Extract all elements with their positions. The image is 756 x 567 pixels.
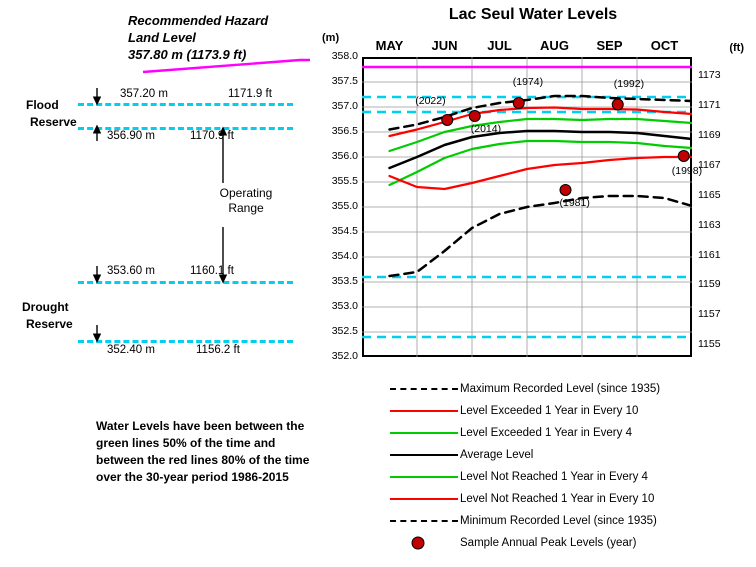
level-label-353-60-ft: 1160.1 ft	[190, 265, 234, 277]
flood-reserve-label: Flood	[26, 98, 59, 112]
legend-label: Level Exceeded 1 Year in Every 4	[460, 427, 632, 439]
peak-marker	[678, 151, 689, 162]
level-label-357-20-ft: 1171.9 ft	[228, 88, 272, 100]
y-tick-left-358-0: 358.0	[331, 50, 358, 62]
peak-label: (1992)	[613, 77, 645, 90]
level-label-356-90-ft: 1170.9 ft	[190, 130, 234, 142]
y-tick-left-352-0: 352.0	[331, 350, 358, 362]
y-tick-left-357-5: 357.5	[331, 75, 358, 87]
y-tick-right-1155: 1155	[698, 338, 721, 351]
legend-label: Sample Annual Peak Levels (year)	[460, 537, 637, 549]
line-swatch	[390, 410, 458, 412]
level-label-356-90-m: 356.90 m	[107, 130, 155, 142]
x-axis-tick-labels	[362, 38, 692, 53]
y-tick-right-1165: 1165	[698, 188, 721, 201]
line-swatch	[390, 454, 458, 456]
y-tick-right-1159: 1159	[698, 278, 721, 291]
y-tick-left-355-5: 355.5	[331, 175, 358, 187]
level-label-353-60-m: 353.60 m	[107, 265, 155, 277]
y-axis-unit-left: (m)	[322, 32, 340, 44]
legend-label: Maximum Recorded Level (since 1935)	[460, 383, 661, 395]
peak-label: (2022)	[415, 95, 446, 107]
legend-label: Level Exceeded 1 Year in Every 10	[460, 405, 639, 417]
peak-label: (2014)	[470, 123, 502, 135]
y-tick-right-1173: 1173	[698, 69, 721, 82]
y-tick-left-354-5: 354.5	[331, 225, 358, 237]
y-tick-left-354-0: 354.0	[331, 250, 358, 262]
peak-marker	[469, 111, 480, 122]
line-solid-black	[388, 444, 460, 466]
x-tick-aug: AUG	[540, 38, 569, 53]
plot-svg	[362, 57, 692, 357]
recommended-hazard-title: Recommended Hazard Land Level	[128, 13, 269, 45]
legend-item	[388, 510, 738, 532]
y-tick-right-1169: 1169	[698, 129, 721, 142]
line-dashed-black	[388, 378, 460, 400]
y-tick-right-1167: 1167	[698, 158, 721, 171]
y-tick-left-357-0: 357.0	[331, 100, 358, 112]
hazard-level-diagram	[0, 0, 310, 567]
y-tick-left-356-5: 356.5	[331, 125, 358, 137]
legend-label: Minimum Recorded Level (since 1935)	[460, 515, 657, 527]
x-tick-oct: OCT	[650, 38, 679, 53]
y-tick-left-352-5: 352.5	[331, 325, 358, 337]
line-solid-green	[388, 422, 460, 444]
peak-label: (1981)	[559, 197, 590, 209]
chart-title: Lac Seul Water Levels	[448, 6, 618, 23]
recommended-hazard-value: 357.80 m (1173.9 ft)	[128, 47, 247, 62]
y-tick-left-356-0: 356.0	[331, 150, 358, 162]
y-axis-unit-right: (ft)	[729, 42, 744, 54]
level-label-352-40-ft: 1156.2 ft	[196, 344, 240, 356]
y-tick-right-1171: 1171	[698, 99, 721, 112]
legend-item	[388, 400, 738, 422]
y-tick-left-353-0: 353.0	[331, 300, 358, 312]
peak-marker	[513, 98, 524, 109]
x-tick-may: MAY	[375, 38, 404, 53]
flood-reserve-label-2: Reserve	[30, 115, 77, 129]
drought-reserve-label: Drought	[22, 300, 69, 314]
level-label-357-20-m: 357.20 m	[120, 88, 168, 100]
y-tick-left-355-0: 355.0	[331, 200, 358, 212]
line-swatch	[390, 520, 458, 522]
drought-reserve-label-2: Reserve	[26, 317, 73, 331]
legend-label: Average Level	[460, 449, 534, 461]
line-solid-red	[388, 400, 460, 422]
line-swatch	[390, 476, 458, 478]
line-swatch	[390, 498, 458, 500]
series-minimum-recorded-level-since-1935-	[390, 196, 693, 276]
x-tick-jul: JUL	[487, 38, 512, 53]
y-tick-right-1157: 1157	[698, 308, 721, 321]
line-solid-red	[388, 488, 460, 510]
y-tick-right-1163: 1163	[698, 218, 721, 231]
level-label-352-40-m: 352.40 m	[107, 344, 155, 356]
dot-marker-icon	[412, 537, 425, 550]
legend-item	[388, 532, 738, 554]
legend-item	[388, 444, 738, 466]
legend-item	[388, 422, 738, 444]
y-tick-right-1161: 1161	[698, 248, 721, 261]
line-dashed-black	[388, 510, 460, 532]
line-swatch	[390, 388, 458, 390]
legend-item	[388, 378, 738, 400]
operating-range-text: Operating Range	[219, 186, 273, 215]
x-tick-sep: SEP	[596, 38, 623, 53]
legend-item	[388, 488, 738, 510]
peak-label: (1974)	[512, 76, 544, 88]
period-note: Water Levels have been between the green lines 50% of the time and between the red lines 80% of the time over the 30-year period 1986-2015	[96, 419, 310, 484]
peak-label: (1998)	[671, 165, 703, 177]
peak-marker	[442, 115, 453, 126]
legend-label: Level Not Reached 1 Year in Every 4	[460, 471, 648, 483]
dot-marker	[388, 532, 460, 554]
peak-marker	[612, 99, 623, 110]
line-solid-green	[388, 466, 460, 488]
y-tick-left-353-5: 353.5	[331, 275, 358, 287]
peak-marker	[560, 185, 571, 196]
chart-legend	[388, 378, 738, 554]
operating-range-label	[206, 186, 286, 216]
legend-item	[388, 466, 738, 488]
line-swatch	[390, 432, 458, 434]
legend-label: Level Not Reached 1 Year in Every 10	[460, 493, 655, 505]
x-tick-jun: JUN	[431, 38, 458, 53]
water-levels-chart	[310, 0, 756, 567]
series-level-not-reached-1-year-in-every-4	[390, 141, 693, 185]
